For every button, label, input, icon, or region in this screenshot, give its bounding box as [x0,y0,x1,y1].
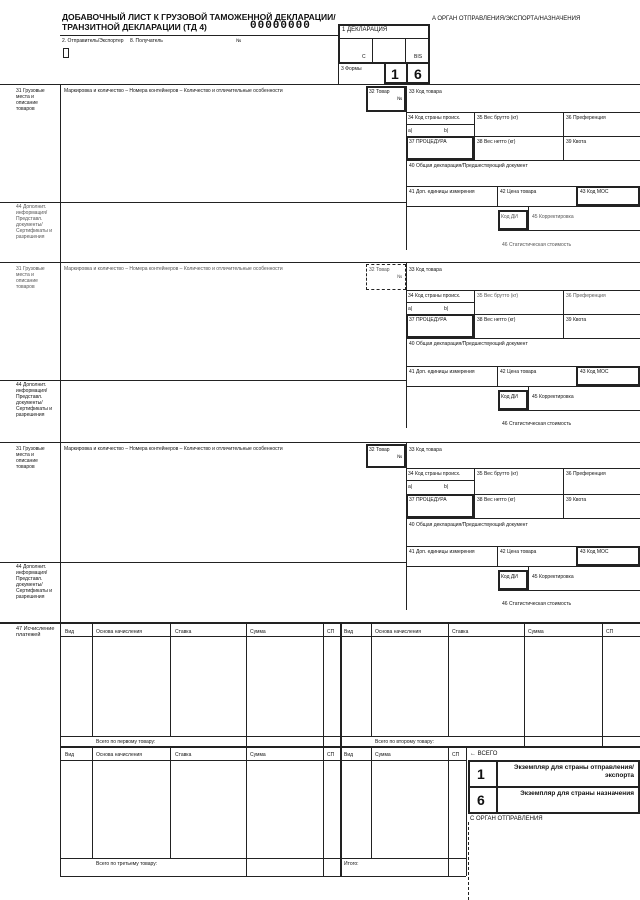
item2-b43: 43 Код МОС [580,369,609,375]
item3-b46: 46 Статистическая стоимость [502,601,572,607]
item1-b34a: a| [408,128,413,134]
col-rate-3: Ставка [175,752,192,758]
item2-b46: 46 Статистическая стоимость [502,421,572,427]
item3-kod-di-box[interactable] [498,570,528,590]
item2-b31-label: 31 Грузовые места и описание товаров [16,266,45,290]
form-title-line2: ТРАНЗИТНОЙ ДЕКЛАРАЦИИ (ТД 4) [62,22,207,32]
col-sum-4: Сумма [375,752,391,758]
item3-b40: 40 Общая декларация/Предшествующий документ [409,522,528,528]
total-second-item: Всего по второму товару: [375,739,434,745]
item2-b41: 41 Доп. единицы измерения [409,369,475,375]
item1-b39: 39 Квота [566,139,587,145]
item2-b33: 33 Код товара [409,267,442,273]
form-title-line1: ДОБАВОЧНЫЙ ЛИСТ К ГРУЗОВОЙ ТАМОЖЕННОЙ ДЕКЛАРАЦИИ/ [62,12,336,22]
item2-b44-label: 44 Дополнит. информация/ Представл. документы/ Сертификаты и разрешения [16,382,53,418]
item2-b36: 36 Преференция [566,293,606,299]
item3-b42: 42 Цена товара [500,549,537,555]
item1-b34b: b| [444,128,449,134]
col-vid-4: Вид [344,752,354,758]
forms-number-1: 1 [391,66,399,82]
item2-b45: 45 Корректировка [532,394,574,400]
item1-b42: 42 Цена товара [500,189,537,195]
item2-b39: 39 Квота [566,317,587,323]
item1-b37: 37 ПРОЦЕДУРА [409,139,447,145]
serial-number: 00000000 [250,20,311,32]
col-sum-1: Сумма [250,629,266,635]
col-sum-3: Сумма [250,752,266,758]
item2-b35: 35 Вес брутто (кг) [477,293,519,299]
total-third-item: Всего по третьему товару: [96,861,158,867]
item1-b32-no: № [397,96,403,102]
item3-kod-di: Код ДИ [501,574,518,580]
item3-b41: 41 Доп. единицы измерения [409,549,475,555]
item2-b34: 34 Код страны происх. [408,293,461,299]
item3-b31-label: 31 Грузовые места и описание товаров [16,446,45,470]
col-basis-1: Основа начисления [96,629,142,635]
item3-b33: 33 Код товара [409,447,442,453]
item1-b36: 36 Преференция [566,115,606,121]
col-sum-2: Сумма [528,629,544,635]
col-vid-1: Вид [65,629,75,635]
item3-b44-label: 44 Дополнит. информация/ Представл. документы/ Сертификаты и разрешения [16,564,53,600]
vsego-label: ← ВСЕГО [470,751,498,757]
item3-b36: 36 Преференция [566,471,606,477]
item3-b35: 35 Вес брутто (кг) [477,471,519,477]
item3-b31-head: Маркировка и количество – Номера контейнеров – Количество и отличительные особенности [64,446,283,452]
sender-checkbox[interactable] [63,48,69,58]
item2-b32: 32 Товар [369,267,390,273]
item3-b34a: a| [408,484,413,490]
item3-b38: 38 Вес нетто (кг) [477,497,516,503]
item3-b37: 37 ПРОЦЕДУРА [409,497,447,503]
item3-b34b: b| [444,484,449,490]
col-vid-2: Вид [344,629,354,635]
box8-label: 8. Получатель [130,38,163,44]
item1-b45: 45 Корректировка [532,214,574,220]
item2-b42: 42 Цена товара [500,369,537,375]
item3-b32-no: № [397,454,403,460]
box3-label: 3 Формы [341,66,362,72]
item1-b32: 32 Товар [369,89,390,95]
item2-kod-di: Код ДИ [501,394,518,400]
forms-number-6: 6 [414,66,422,82]
box1-label: 1 ДЕКЛАРАЦИЯ [342,27,388,33]
item1-b46: 46 Статистическая стоимость [502,242,572,248]
item1-b44-label: 44 Дополнит. информация/ Представл. документы/ Сертификаты и разрешения [16,204,53,240]
col-rate-2: Ставка [452,629,469,635]
item2-b34a: a| [408,306,413,312]
item1-b34: 34 Код страны происх. [408,115,461,121]
item2-b40: 40 Общая декларация/Предшествующий документ [409,341,528,347]
item3-b34: 34 Код страны происх. [408,471,461,477]
copy6-label: Экземпляр для страны назначения [520,790,634,797]
col-sp-2: СП [606,629,614,635]
col-basis-2: Основа начисления [375,629,421,635]
box2-label: 2. Отправитель/Экспортер [62,38,124,44]
item2-kod-di-box[interactable] [498,390,528,410]
box-c-label: C ОРГАН ОТПРАВЛЕНИЯ [470,816,543,822]
item1-b41: 41 Доп. единицы измерения [409,189,475,195]
col-vid-3: Вид [65,752,75,758]
col-basis-3: Основа начисления [96,752,142,758]
item2-b37: 37 ПРОЦЕДУРА [409,317,447,323]
total-first-item: Всего по первому товару: [96,739,156,745]
copy6-number: 6 [477,792,485,808]
item1-kod-di: Код ДИ [501,214,518,220]
item1-b43: 43 Код МОС [580,189,609,195]
box-a-label: A ОРГАН ОТПРАВЛЕНИЯ/ЭКСПОРТА/НАЗНАЧЕНИЯ [432,16,581,22]
item2-b34b: b| [444,306,449,312]
itogo-label: Итого: [344,861,359,867]
item1-b40: 40 Общая декларация/Предшествующий документ [409,163,528,169]
item3-b43: 43 Код МОС [580,549,609,555]
item1-b33: 33 Код товара [409,89,442,95]
item1-b38: 38 Вес нетто (кг) [477,139,516,145]
item1-b35: 35 Вес брутто (кг) [477,115,519,121]
b47-label: 47 Исчисление платежей [16,626,55,638]
item3-b45: 45 Корректировка [532,574,574,580]
box1-c: C [362,54,366,60]
item1-b31-head: Маркировка и количество – Номера контейнеров – Количество и отличительные особенности [64,88,283,94]
col-sp-3: СП [327,752,335,758]
col-sp-4: СП [452,752,460,758]
item2-b32-no: № [397,274,403,280]
item3-b39: 39 Квота [566,497,587,503]
col-rate-1: Ставка [175,629,192,635]
item3-b32: 32 Товар [369,447,390,453]
item1-b31-label: 31 Грузовые места и описание товаров [16,88,45,112]
item2-b31-head: Маркировка и количество – Номера контейнеров – Количество и отличительные особенности [64,266,283,272]
item1-kod-di-box[interactable] [498,210,528,230]
copy1-number: 1 [477,766,485,782]
copy1-label: Экземпляр для страны отправления/экспорта [513,764,634,779]
box1-bis: BIS [414,54,423,60]
col-sp-1: СП [327,629,335,635]
item2-b38: 38 Вес нетто (кг) [477,317,516,323]
box8-no: № [236,38,242,44]
